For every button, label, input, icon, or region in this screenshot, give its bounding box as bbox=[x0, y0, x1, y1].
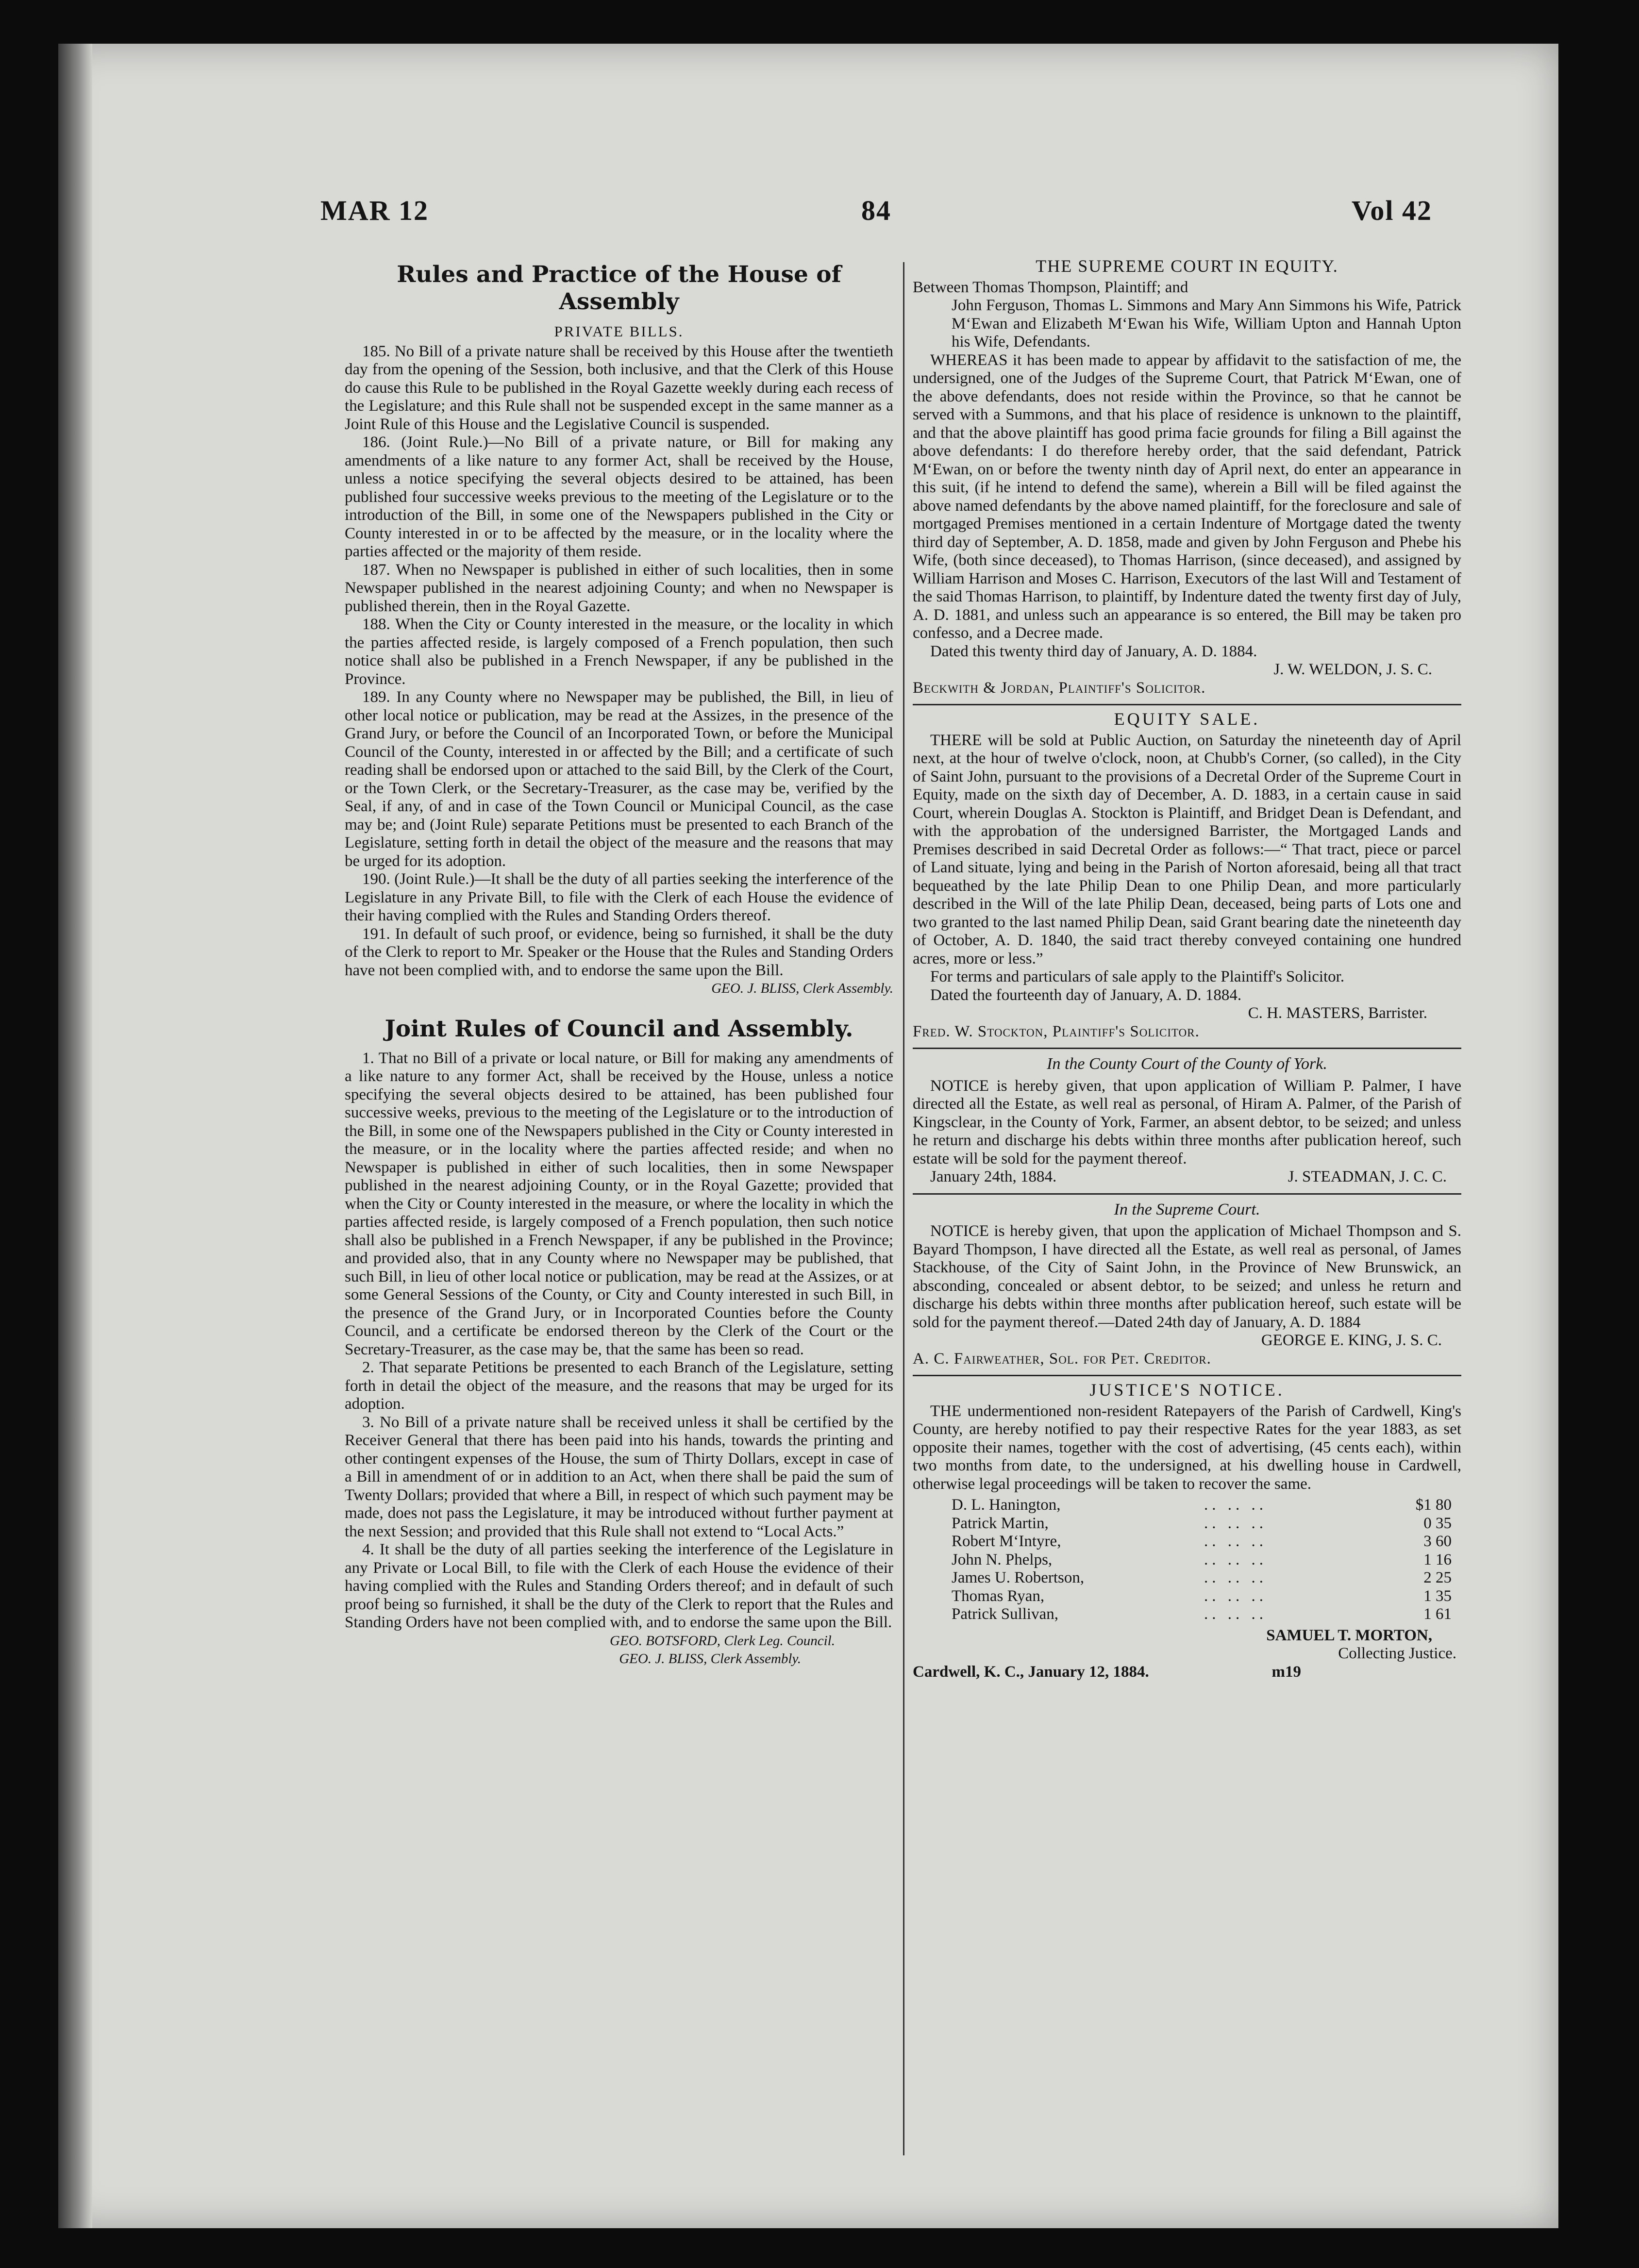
section-rule bbox=[913, 1048, 1461, 1049]
ratepayer-amount: 1 35 bbox=[1423, 1587, 1452, 1605]
ratepayer-name: D. L. Hanington, bbox=[952, 1496, 1061, 1514]
page-binding bbox=[58, 44, 92, 2228]
supreme-court-title: In the Supreme Court. bbox=[1114, 1200, 1260, 1218]
justices-notice-body: THE undermentioned non-resident Ratepayers of the Parish of Cardwell, King's County, are hereby notified to pay their respective Rates for the year 1883, as set opposite their names, together with the cost of advertising, (45 cents each), within two months from date, to the undersigned, at his dwelling house in Cardwell, otherwise legal proceedings will be taken to recover the same. bbox=[913, 1402, 1461, 1493]
justices-notice bbox=[913, 1381, 1461, 1681]
ratepayer-name: James U. Robertson, bbox=[952, 1569, 1085, 1586]
york-court-title: In the County Court of the County of York. bbox=[1047, 1055, 1327, 1073]
section-rule bbox=[913, 704, 1461, 705]
king-signature: GEORGE E. KING, J. S. C. bbox=[1261, 1332, 1442, 1349]
rule-188: 188. When the City or County interested in the measure, or the locality in which the parties affected reside, is largely composed of a French population, then such notice shall also be published in a French Newspaper, if any be published in the Province. bbox=[345, 616, 893, 688]
right-column bbox=[913, 257, 1461, 1681]
ratepayer-name: Robert M‘Intyre, bbox=[952, 1533, 1061, 1550]
rules-practice-section bbox=[345, 261, 893, 998]
ratepayer-row bbox=[913, 1569, 1461, 1587]
botsford-signature: GEO. BOTSFORD, Clerk Leg. Council. bbox=[610, 1633, 835, 1649]
ratepayer-list bbox=[913, 1496, 1461, 1624]
leader-dots: .. .. .. bbox=[1204, 1551, 1267, 1568]
ratepayer-name: Patrick Sullivan, bbox=[952, 1605, 1058, 1623]
ratepayer-amount: 2 25 bbox=[1423, 1569, 1452, 1586]
bliss-signature: GEO. J. BLISS, Clerk Assembly. bbox=[711, 981, 893, 996]
joint-rule-4: 4. It shall be the duty of all parties seeking the interference of the Legislature in any Private or Local Bill, to file with the Clerk of each House the evidence of their having complied with the Rules and Standing Orders thereof; and in default of such proof being so furnished, it shall be the duty of the Clerk to report that the Rules and Standing Orders have not been complied with, and to endorse the same upon the Bill. bbox=[345, 1541, 893, 1631]
section-rule bbox=[913, 1193, 1461, 1195]
ratepayer-name: John N. Phelps, bbox=[952, 1551, 1053, 1568]
equity-sale-terms: For terms and particulars of sale apply to the Plaintiff's Solicitor. bbox=[930, 968, 1345, 985]
ratepayer-row bbox=[913, 1533, 1461, 1551]
york-court-signoff bbox=[913, 1168, 1461, 1186]
leader-dots: .. .. .. bbox=[1204, 1533, 1267, 1550]
leader-dots: .. .. .. bbox=[1204, 1514, 1267, 1532]
rules-practice-title: Rules and Practice of the House of Assembly bbox=[397, 261, 841, 315]
equity-sale-title: EQUITY SALE. bbox=[1114, 709, 1260, 729]
ratepayer-amount: 0 35 bbox=[1423, 1514, 1452, 1532]
york-county-court-notice bbox=[913, 1055, 1461, 1186]
equity-sale-body: THERE will be sold at Public Auction, on Saturday the nineteenth day of April next, at the hour of twelve o'clock, noon, at Chubb's Corner, (so called), in the City of Saint John, pursuant to the provisions of a Decretal Order of the Supreme Court in Equity, made on the sixth day of December, A. D. 1883, in a certain cause in said Court, wherein Douglas A. Stockton is Plaintiff, and Bridget Dean is Defendant, and with the approbation of the undersigned Barrister, the Mortgaged Lands and Premises described in said Decretal Order as follows:—“ That tract, piece or parcel of Land situate, lying and being in the Parish of Norton aforesaid, being all that tract bequeathed by the late Philip Dean to one Philip Dean, and more particularly described in the Will of the late Philip Dean, deceased, being parts of Lots one and two granted to the last named Philip Dean, said Grant bearing date the nineteenth day of October, A. D. 1840, the said tract thereby conveyed containing one hundred acres, more or less.” bbox=[913, 731, 1461, 967]
section-rule bbox=[913, 1375, 1461, 1376]
morton-title: Collecting Justice. bbox=[1338, 1645, 1456, 1662]
volume-number: Vol 42 bbox=[1351, 195, 1432, 226]
joint-rules-section bbox=[345, 1016, 893, 1668]
issue-date: MAR 12 bbox=[320, 195, 429, 226]
justices-notice-title: JUSTICE'S NOTICE. bbox=[1089, 1380, 1285, 1400]
ratepayer-row bbox=[913, 1605, 1461, 1624]
ratepayer-name: Patrick Martin, bbox=[952, 1514, 1049, 1532]
equity-court-notice bbox=[913, 257, 1461, 697]
ratepayer-amount: $1 80 bbox=[1415, 1496, 1452, 1514]
leader-dots: .. .. .. bbox=[1204, 1569, 1267, 1586]
rule-187: 187. When no Newspaper is published in either of such localities, then in some Newspaper published in the nearest adjoining County; and when no Newspaper is published therein, then in the Royal Gazette. bbox=[345, 561, 893, 615]
private-bills-heading: PRIVATE BILLS. bbox=[554, 323, 684, 340]
york-court-date: January 24th, 1884. bbox=[930, 1168, 1057, 1185]
justices-notice-dateline bbox=[913, 1663, 1461, 1682]
ratepayer-name: Thomas Ryan, bbox=[952, 1587, 1045, 1605]
equity-court-dated: Dated this twenty third day of January, A. D. 1884. bbox=[930, 642, 1257, 660]
newspaper-page bbox=[58, 44, 1558, 2228]
joint-rule-2: 2. That separate Petitions be presented to each Branch of the Legislature, setting forth in detail the object of the measure, and the reasons that may be urged for its adoption. bbox=[345, 1359, 893, 1413]
column-divider bbox=[903, 262, 904, 2155]
equity-court-solicitor: Beckwith & Jordan, Plaintiff's Solicitor. bbox=[913, 679, 1206, 697]
equity-court-title: THE SUPREME COURT IN EQUITY. bbox=[1036, 256, 1338, 276]
equity-court-body: WHEREAS it has been made to appear by affidavit to the satisfaction of me, the undersigned, one of the Judges of the Supreme Court, that Patrick M‘Ewan, one of the above defendants, does not reside within the Province, so that he cannot be served with a Summons, and that his place of residence is unknown to the plaintiff, and that the above plaintiff has good prima facie grounds for filing a Bill against the above defendants: I do therefore hereby order, that the said defendant, Patrick M‘Ewan, on or before the twenty ninth day of April next, do enter an appearance in this suit, (if he intend to defend the same), wherein a Bill will be filed against the above named defendants by the above named plaintiff, for the foreclosure and sale of mortgaged Premises mentioned in a certain Indenture of Mortgage dated the twenty third day of September, A. D. 1858, made and given by John Ferguson and Phebe his Wife, (both since deceased), to Thomas Harrison, (since deceased), and assigned by William Harrison and Moses C. Harrison, Executors of the last Will and Testament of the said Thomas Harrison, to plaintiff, by Indenture dated the twenty first day of July, A. D. 1881, and unless such an appearance is so entered, the Bill may be taken pro confesso, and a Decree made. bbox=[913, 351, 1461, 642]
bliss-signature-2: GEO. J. BLISS, Clerk Assembly. bbox=[619, 1651, 801, 1667]
equity-court-between: Between Thomas Thompson, Plaintiff; and bbox=[913, 278, 1188, 296]
steadman-signature: J. STEADMAN, J. C. C. bbox=[1288, 1168, 1447, 1185]
rule-190: 190. (Joint Rule.)—It shall be the duty of all parties seeking the interference of the Legislature in any Private Bill, to file with the Clerk of each House the evidence of their having complied with the Rules and Standing Orders thereof. bbox=[345, 870, 893, 924]
york-court-body: NOTICE is hereby given, that upon application of William P. Palmer, I have directed all the Estate, as well real as personal, of Hiram A. Palmer, of the Parish of Kingsclear, in the County of York, Farmer, an absent debtor, to be seized; and unless he return and discharge his debts within three months after publication hereof, such estate will be sold for the payment thereof. bbox=[913, 1077, 1461, 1167]
joint-rule-1: 1. That no Bill of a private or local nature, or Bill for making any amendments of a like nature to any former Act, shall be received by the House, unless a notice specifying the several objects desired to be attained, has been published four successive weeks, previous to the meeting of the Legislature or to the introduction of the Bill, in some one of the Newspapers published in the City or County interested in the measure, or in the locality where the parties affected reside; and when no Newspaper is published in either of such localities, then in some Newspaper published in the nearest adjoining County, or in the Royal Gazette; provided that when the City or County interested in the measure, or where the locality in which the parties affected reside, is largely composed of a French population, then such notice shall also be published in a French Newspaper, if any be published in the Province; and provided also, that in any County where no Newspaper may be published, that such Bill, in lieu of other local notice or publication, may be read at the Assizes, or at some General Sessions of the County, or City and County interested in such Bill, in the presence of the Grand Jury, or in Incorporated Counties before the County Council, and a certificate be endorsed thereon by the Clerk of the Court or the Secretary-Treasurer, as the case may be, that the same has been so read. bbox=[345, 1049, 893, 1358]
ratepayer-amount: 1 61 bbox=[1423, 1605, 1452, 1623]
equity-court-defendants-block bbox=[913, 297, 1461, 351]
running-head bbox=[320, 194, 1432, 238]
equity-sale-solicitor: Fred. W. Stockton, Plaintiff's Solicitor. bbox=[913, 1022, 1200, 1040]
ratepayer-row bbox=[913, 1551, 1461, 1569]
justices-notice-place-date: Cardwell, K. C., January 12, 1884. bbox=[913, 1663, 1149, 1681]
justices-notice-code: m19 bbox=[1271, 1663, 1301, 1681]
leader-dots: .. .. .. bbox=[1204, 1587, 1267, 1605]
leader-dots: .. .. .. bbox=[1204, 1605, 1267, 1623]
rule-186: 186. (Joint Rule.)—No Bill of a private nature, or Bill for making any amendments of a like nature to any former Act, shall be received by the House, unless a notice specifying the several objects desired to be attained, has been published four successive weeks previous to the meeting of the Legislature or to the introduction of the Bill, in some one of the Newspapers published in the City or County interested in or to be affected by the measure, or in the locality where the parties affected or the majority of them reside. bbox=[345, 434, 893, 560]
ratepayer-row bbox=[913, 1496, 1461, 1515]
masters-signature: C. H. MASTERS, Barrister. bbox=[1248, 1004, 1427, 1022]
ratepayer-row bbox=[913, 1587, 1461, 1606]
supreme-court-body: NOTICE is hereby given, that upon the application of Michael Thompson and S. Bayard Thompson, I have directed all the Estate, as well real as personal, of James Stackhouse, of the City of Saint John, in the Province of New Brunswick, an absconding, concealed or absent debtor, to be seized; and unless he return and discharge his debts within three months after publication hereof, such estate will be sold for the payment thereof.—Dated 24th day of January, A. D. 1884 bbox=[913, 1222, 1461, 1331]
joint-rules-title: Joint Rules of Council and Assembly. bbox=[385, 1015, 853, 1042]
ratepayer-amount: 3 60 bbox=[1423, 1533, 1452, 1550]
equity-court-defendants: John Ferguson, Thomas L. Simmons and Mary Ann Simmons his Wife, Patrick M‘Ewan and Elizabeth M‘Ewan his Wife, William Upton and Hannah Upton his Wife, Defendants. bbox=[952, 297, 1461, 350]
left-column bbox=[345, 257, 893, 1668]
weldon-signature: J. W. WELDON, J. S. C. bbox=[1273, 661, 1432, 678]
rule-189: 189. In any County where no Newspaper may be published, the Bill, in lieu of other local notice or publication, may be read at the Assizes, in the presence of the Grand Jury, or before the Council of an Incorporated Town, or before the Municipal Council of the County, interested in or affected by the Bill; and a certificate of such reading shall be endorsed upon or attached to the said Bill, by the Clerk of the Court, or the Town Clerk, or the Secretary-Treasurer, as the case may be, verified by the Seal, if any, of and in case of the Town Council or Municipal Council, as the case may be; and (Joint Rule) separate Petitions must be presented to each Branch of the Legislature, setting forth in detail the object of the measure and the reasons that may be urged for its adoption. bbox=[345, 688, 893, 870]
ratepayer-amount: 1 16 bbox=[1423, 1551, 1452, 1568]
equity-sale-notice bbox=[913, 710, 1461, 1041]
supreme-court-solicitor: A. C. Fairweather, Sol. for Pet. Creditor. bbox=[913, 1350, 1211, 1367]
joint-rule-3: 3. No Bill of a private nature shall be received unless it shall be certified by the Receiver General that there has been paid into his hands, towards the printing and other contingent expenses of the House, the sum of Thirty Dollars, except in case of a Bill in amendment of or in addition to an Act, when there shall be paid the sum of Twenty Dollars; provided that where a Bill, in respect of which such payment may be made, does not pass the Legislature, it may be introduced without further payment at the next Session; and provided that this Rule shall not extend to “Local Acts.” bbox=[345, 1413, 893, 1540]
leader-dots: .. .. .. bbox=[1204, 1496, 1267, 1514]
ratepayer-row bbox=[913, 1515, 1461, 1533]
supreme-court-notice bbox=[913, 1201, 1461, 1368]
rule-191: 191. In default of such proof, or evidence, being so furnished, it shall be the duty of the Clerk to report to Mr. Speaker or the House that the Rules and Standing Orders have not been complied with, and to endorse the same upon the Bill. bbox=[345, 925, 893, 979]
rule-185: 185. No Bill of a private nature shall be received by this House after the twentieth day from the opening of the Session, both inclusive, and that the Clerk of this House do cause this Rule to be published in the Royal Gazette weekly during each recess of the Legislature; and this Rule shall not be suspended except in the same manner as a Joint Rule of this House and the Legislative Council is suspended. bbox=[345, 342, 893, 433]
page-number: 84 bbox=[861, 195, 891, 226]
equity-sale-dated: Dated the fourteenth day of January, A. D. 1884. bbox=[930, 986, 1242, 1004]
morton-signature: SAMUEL T. MORTON, bbox=[1266, 1626, 1432, 1644]
